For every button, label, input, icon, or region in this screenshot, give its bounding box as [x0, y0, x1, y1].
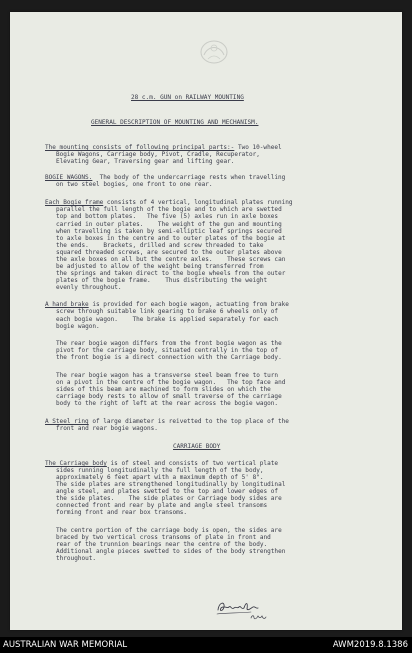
- footer-institution: AUSTRALIAN WAR MEMORIAL: [3, 640, 128, 650]
- intro-rest: Two 10-wheel: [234, 144, 282, 151]
- carriage-body-line: connected front and rear by plate and angle steel transoms: [56, 502, 268, 509]
- bogie-frame-line: carried in outer plates. The weight of the gun and mounting: [56, 221, 282, 228]
- rear-beam-line: carriage body rests to allow of small traverse of the carriage: [56, 393, 282, 400]
- carriage-body-line: sides running longitudinally the full length of the body,: [56, 467, 264, 474]
- intro-line: Bogie Wagons, Carriage body, Pivot, Cradle, Recuperator,: [56, 151, 260, 158]
- bogie-frame-line: plates of the bogie frame. Thus distributing the weight: [56, 277, 268, 284]
- carriage-body-lead: The Carriage body: [45, 460, 107, 467]
- steel-ring-lead: A Steel ring: [45, 418, 89, 425]
- bogie-frame-line: squared threaded screws, are secured to the outer plates above: [56, 249, 282, 256]
- intro-line: Elevating Gear, Traversing gear and lifting gear.: [56, 158, 235, 165]
- bogie-frame-line: to axle boxes in the centre and to outer plates of the bogie at: [56, 235, 286, 242]
- centre-portion-line: braced by two vertical cross transoms of plate in front and: [56, 534, 271, 541]
- centre-portion-line: rear of the trunnion bearings near the centre of the body.: [56, 541, 268, 548]
- bogie-frame-line: the axle boxes on all but the centre axles. These screws can: [56, 256, 286, 263]
- carriage-body-line: forming front and rear box transoms.: [56, 509, 188, 516]
- rear-bogie-line: The rear bogie wagon differs from the front bogie wagon as the: [56, 340, 282, 347]
- centre-portion-line: Additional angle pieces swetted to sides of the body strengthen: [56, 548, 286, 555]
- rear-bogie-line: pivot for the carriage body, situated centrally in the top of: [56, 347, 279, 354]
- bogie-frame-text: consists of 4 vertical, longitudinal plates running: [103, 199, 293, 206]
- centre-portion-line: The centre portion of the carriage body is open, the sides are: [56, 527, 282, 534]
- hand-brake-line: screw through suitable link gearing to brake 6 wheels only of: [56, 308, 279, 315]
- carriage-body-line: The side plates are strengthened longitudinally by longitudinal: [56, 481, 286, 488]
- bogie-frame-line: when travelling is taken by semi-elliptic leaf springs secured: [56, 228, 282, 235]
- carriage-body-heading: CARRIAGE BODY: [173, 443, 221, 450]
- rear-beam-line: sides of this beam are machined to form slides on which the: [56, 386, 271, 393]
- document-subtitle: GENERAL DESCRIPTION OF MOUNTING AND MECHANISM.: [91, 119, 259, 126]
- footer-accession-number: AWM2019.8.1386: [332, 640, 408, 650]
- bogie-frame-line: the springs and taken direct to the bogie wheels from the outer: [56, 270, 286, 277]
- bogie-frame-line: be adjusted to allow of the weight being transferred from: [56, 263, 264, 270]
- centre-portion-line: throughout.: [56, 555, 97, 562]
- rear-bogie-line: the front bogie is a direct connection with the Carriage body.: [56, 354, 282, 361]
- document-page: [10, 12, 402, 630]
- carriage-body-line: the side plates. The side plates or Carriage body sides are: [56, 495, 282, 502]
- bogie-frame-line: evenly throughout.: [56, 284, 122, 291]
- hand-brake-text: is provided for each bogie wagon, actuating from brake: [88, 301, 289, 308]
- hand-brake-line: bogie wagon.: [56, 323, 100, 330]
- steel-ring-line: front and rear bogie wagons.: [56, 425, 158, 432]
- document-title: 28 c.m. GUN on RAILWAY MOUNTING: [131, 94, 244, 101]
- handwritten-signature: [215, 598, 270, 626]
- steel-ring-text: of large diameter is reivetted to the top place of the: [88, 418, 289, 425]
- rear-beam-line: on a pivot in the centre of the bogie wagon. The top face and: [56, 379, 286, 386]
- bogie-frame-line: parallel the full length of the bogie and to which are swetted: [56, 206, 282, 213]
- rear-beam-line: The rear bogie wagon has a transverse steel beam free to turn: [56, 372, 279, 379]
- bogie-frame-lead: Each Bogie frame: [45, 199, 104, 206]
- carriage-body-text: is of steel and consists of two vertical plate: [106, 460, 278, 467]
- archive-footer-bar: [0, 637, 412, 653]
- hand-brake-line: each bogie wagon. The brake is applied separately for each: [56, 316, 279, 323]
- intro-lead: The mounting consists of following principal parts:-: [45, 144, 235, 151]
- bogie-wagons-heading: BOGIE WAGONS.: [45, 174, 93, 181]
- bogie-frame-line: the ends. Brackets, drilled and screw threaded to take: [56, 242, 264, 249]
- bogie-frame-line: top and bottom plates. The five (5) axles run in axle boxes: [56, 213, 279, 220]
- bogie-wagons-line: on two steel bogies, one front to one rear.: [56, 181, 213, 188]
- hand-brake-lead: A hand brake: [45, 301, 89, 308]
- rear-beam-line: body to the right of left at the rear across the bogie wagon.: [56, 400, 279, 407]
- carriage-body-line: angle steel, and plates swetted to the top and lower edges of: [56, 488, 279, 495]
- carriage-body-line: approximately 6 feet apart with a maximum depth of 5' 8".: [56, 474, 264, 481]
- bogie-wagons-text: The body of the undercarriage rests when travelling: [92, 174, 286, 181]
